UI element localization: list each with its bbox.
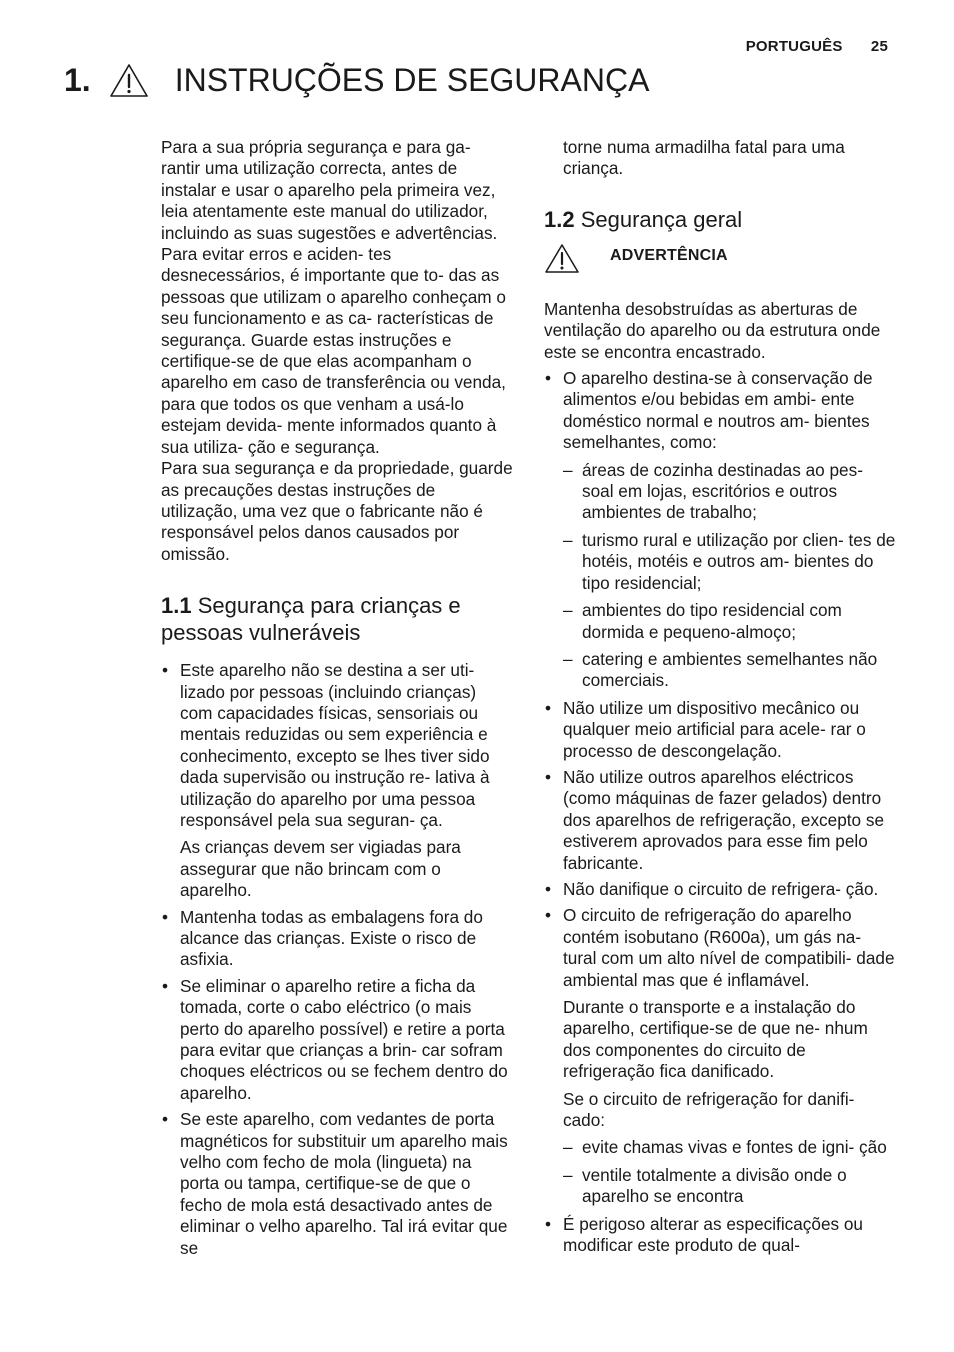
list-item (161, 660, 513, 901)
list-item (544, 905, 896, 1207)
list-item-text: • Não danifique o circuito de refrigera- ção. (563, 878, 879, 899)
page-number: 25 (870, 38, 888, 55)
intro-paragraph-1: Para a sua própria segurança e para ga- rantir uma utilização correcta, antes de instalar e usar o aparelho pela primeira vez, leia atentamente este manual do utilizador, incluindo as suas sugestões e advertências. Para evitar erros e aciden- tes desnecessários, é importante que to- das as pessoas que utilizam o aparelho conheçam o seu funcionamento e as ca- racterísticas de segurança. Guarde estas instruções e certifique-se de que elas acompanham o aparelho em caso de transferência ou venda, para que todos os que venham a usá-lo estejam devida- mente informados quanto à sua utiliza- ção e segurança. (161, 137, 506, 457)
dash-item: – evite chamas vivas e fontes de igni- ção (563, 1137, 896, 1158)
list-item-text: • Este aparelho não se destina a ser uti- lizado por pessoas (incluindo crianças) com capacidades físicas, sensoriais ou mentais reduzidas ou sem experiência e conhecimento, excepto se lhes tiver sido dada supervisão ou instrução re- lativa à utilização do aparelho por uma pessoa responsável pela sua seguran- ça. (180, 660, 490, 830)
continuation-text: torne numa armadilha fatal para uma criança. (563, 137, 845, 179)
list-item (161, 1109, 513, 1259)
dash-list (563, 460, 896, 692)
warning-triangle-icon (544, 243, 580, 275)
list-item (161, 976, 513, 1104)
section-1-1-heading (161, 592, 513, 646)
dash-item: – turismo rural e utilização por clien- tes de hotéis, motéis e outros am- bientes do tipo residencial; (563, 530, 896, 594)
list-item-text: • Se este aparelho, com vedantes de porta magnéticos for substituir um aparelho mais velho com fecho de mola (lingueta) na porta ou tampa, certifique-se de que o fecho de mola está desactivado antes de eliminar o velho aparelho. Tal irá evitar que se (180, 1109, 508, 1258)
section-1-2-list (544, 368, 896, 1256)
list-item-text: • Não utilize outros aparelhos eléctricos (como máquinas de fazer gelados) dentro dos aparelhos de refrigeração, excepto se estiverem aprovados para esse fim pelo fabricante. (563, 766, 885, 873)
section-1-2-heading (544, 206, 896, 233)
list-item (161, 907, 513, 971)
running-header (746, 38, 888, 55)
list-item (544, 767, 896, 874)
list-item-text: • O circuito de refrigeração do aparelho contém isobutano (R600a), um gás na- tural com um alto nível de compatibili- dade ambiental mas que é inflamável. (563, 905, 895, 990)
list-item (544, 698, 896, 762)
left-column (161, 137, 513, 1264)
intro-paragraph-2: Para sua segurança e da propriedade, guarde as precauções destas instruções de utilização, uma vez que o fabricante não é responsável pelos danos causados por omissão. (161, 458, 513, 564)
chapter-number: 1. (64, 62, 91, 98)
list-item-extra: As crianças devem ser vigiadas para assegurar que não brincam com o aparelho. (180, 837, 461, 901)
section-1-1-number: 1.1 (161, 593, 192, 619)
intro (161, 137, 513, 565)
list-item-text: • O aparelho destina-se à conservação de alimentos e/ou bebidas em ambi- ente doméstico normal e noutros am- bientes semelhantes, como: (563, 368, 873, 453)
list-item-text: • Se eliminar o aparelho retire a ficha da tomada, corte o cabo eléctrico (o mais perto do aparelho possível) e retire a porta para evitar que crianças a brin- car sofram choques eléctricos ou se fechem dentro do aparelho. (180, 975, 508, 1103)
list-item (544, 368, 896, 692)
dash-item: – ambientes do tipo residencial com dormida e pequeno-almoço; (563, 600, 896, 643)
section-1-2-number: 1.2 (544, 206, 575, 232)
dash-item: – ventile totalmente a divisão onde o aparelho se encontra (563, 1165, 896, 1208)
section-1-1-title: Segurança para crianças e pessoas vulneráveis (161, 593, 461, 646)
dash-item: – áreas de cozinha destinadas ao pes- soal em lojas, escritórios e outros ambientes de trabalho; (563, 460, 896, 524)
right-column (544, 137, 896, 1261)
section-1-2-title: Segurança geral (580, 206, 743, 232)
chapter-title (64, 62, 649, 99)
dash-item: – catering e ambientes semelhantes não comerciais. (563, 649, 896, 692)
list-item (544, 879, 896, 900)
list-item-extra: Se o circuito de refrigeração for danifi- cado: (563, 1088, 855, 1131)
list-item (544, 1214, 896, 1257)
header-language: PORTUGUÊS (745, 38, 843, 55)
list-item-text: • Não utilize um dispositivo mecânico ou qualquer meio artificial para acele- rar o processo de descongelação. (563, 697, 866, 761)
section-1-1-list (161, 660, 513, 1259)
list-item-text: • Mantenha todas as embalagens fora do alcance das crianças. Existe o risco de asfixia. (180, 906, 483, 970)
list-item-extra: Durante o transporte e a instalação do aparelho, certifique-se de que ne- nhum dos componentes do circuito de refrigeração fica danificado. (563, 997, 868, 1082)
list-item-text: • É perigoso alterar as especificações ou modificar este produto de qual- (563, 1213, 863, 1256)
warning-box (544, 241, 896, 275)
warning-label: ADVERTÊNCIA (610, 246, 728, 264)
dash-list (563, 1137, 896, 1207)
warning-triangle-icon (109, 63, 149, 99)
chapter-heading-text: INSTRUÇÕES DE SEGURANÇA (174, 62, 650, 98)
section-1-2-lead: Mantenha desobstruídas as aberturas de ventilação do aparelho ou da estrutura onde este se encontra encastrado. (544, 298, 881, 362)
